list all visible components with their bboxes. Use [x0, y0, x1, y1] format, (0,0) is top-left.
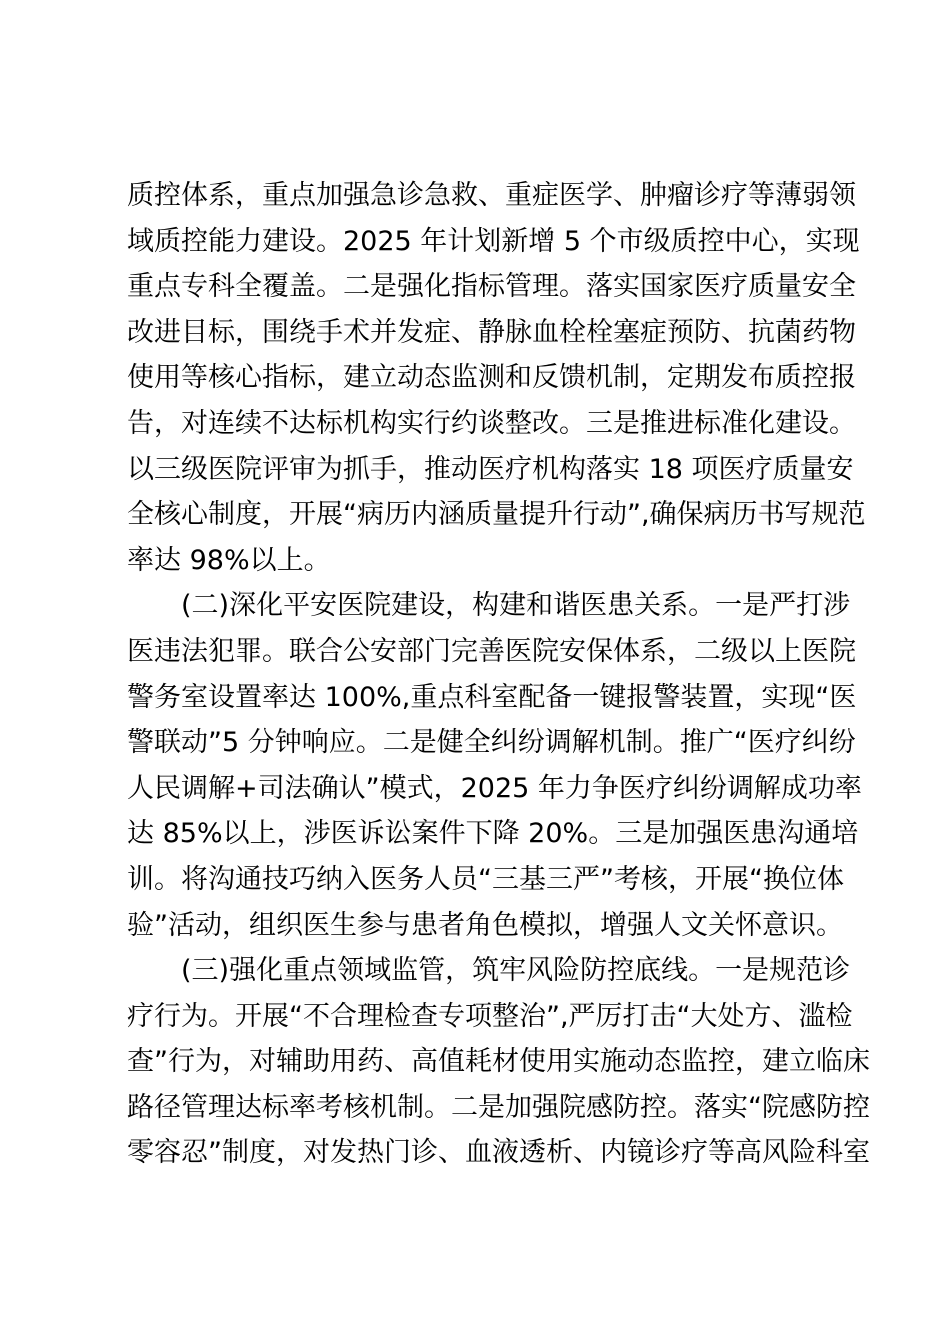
text-line: 率达 98%以上。 [127, 544, 331, 576]
paragraph-heading-line: (二)深化平安医院建设，构建和谐医患关系。一是严打涉 [181, 590, 851, 622]
text-line: 零容忍”制度，对发热门诊、血液透析、内镜诊疗等高风险科室 [127, 1137, 870, 1169]
text-line: 使用等核心指标，建立动态监测和反馈机制，定期发布质控报 [127, 362, 856, 394]
text-line: 域质控能力建设。2025 年计划新增 5 个市级质控中心，实现 [127, 225, 860, 257]
text-line: 重点专科全覆盖。二是强化指标管理。落实国家医疗质量安全 [127, 271, 856, 303]
text-line: 全核心制度，开展“病历内涵质量提升行动”,确保病历书写规范 [127, 499, 866, 531]
body-text [127, 173, 870, 1176]
text-line: 改进目标，围绕手术并发症、静脉血栓栓塞症预防、抗菌药物 [127, 316, 856, 348]
text-line: 质控体系，重点加强急诊急救、重症医学、肿瘤诊疗等薄弱领 [127, 180, 856, 211]
text-line: 警务室设置率达 100%,重点科室配备一键报警装置，实现“医 [127, 681, 857, 713]
text-line: 医违法犯罪。联合公安部门完善医院安保体系，二级以上医院 [127, 635, 856, 667]
text-line: 人民调解+司法确认”模式，2025 年力争医疗纠纷调解成功率 [127, 772, 862, 804]
text-line: 路径管理达标率考核机制。二是加强院感防控。落实“院感防控 [127, 1091, 870, 1123]
text-line: 验”活动，组织医生参与患者角色模拟，增强人文关怀意识。 [127, 909, 843, 941]
text-line: 以三级医院评审为抓手，推动医疗机构落实 18 项医疗质量安 [127, 453, 854, 485]
paragraph-heading-line: (三)强化重点领域监管，筑牢风险防控底线。一是规范诊 [181, 955, 851, 987]
text-line: 查”行为，对辅助用药、高值耗材使用实施动态监控，建立临床 [127, 1046, 870, 1078]
text-line: 警联动”5 分钟响应。二是健全纠纷调解机制。推广“医疗纠纷 [127, 727, 856, 759]
text-line: 达 85%以上，涉医诉讼案件下降 20%。三是加强医患沟通培 [127, 818, 859, 850]
text-line: 训。将沟通技巧纳入医务人员“三基三严”考核，开展“换位体 [127, 863, 844, 895]
text-line: 告，对连续不达标机构实行约谈整改。三是推进标准化建设。 [127, 407, 856, 439]
text-line: 疗行为。开展“不合理检查专项整治”,严厉打击“大处方、滥检 [127, 1000, 853, 1032]
